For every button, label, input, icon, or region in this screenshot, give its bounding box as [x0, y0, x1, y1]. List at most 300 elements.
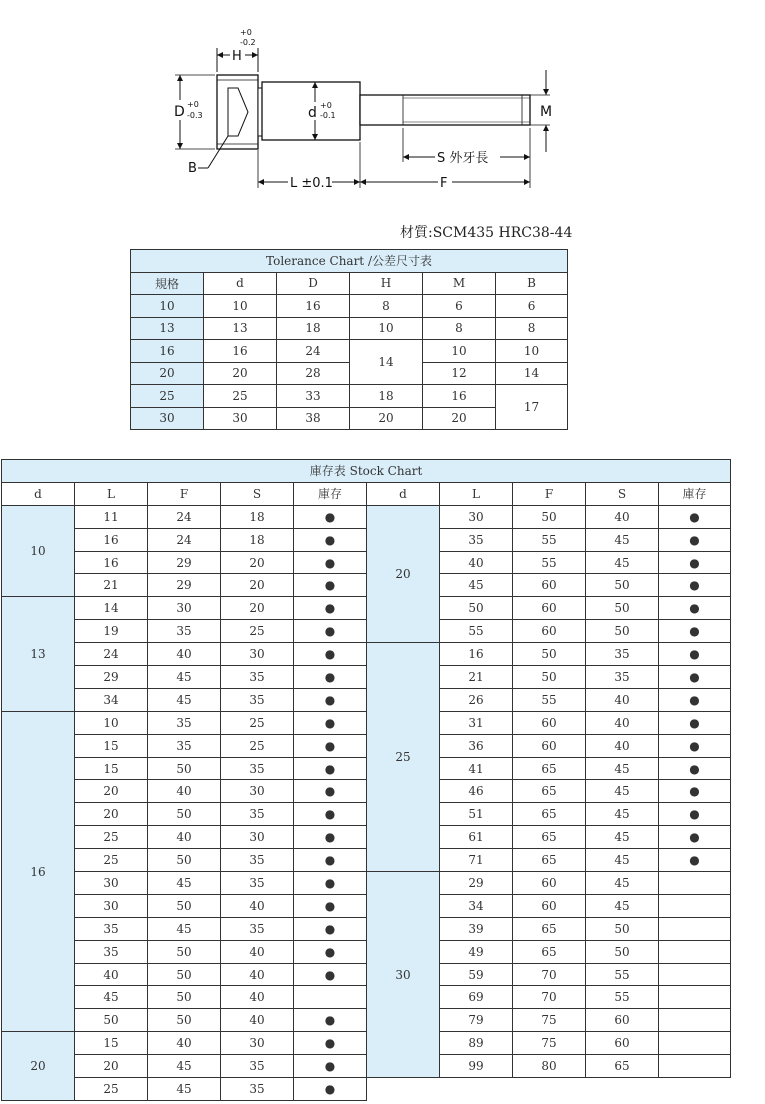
table-row — [2, 688, 731, 711]
table-cell: 71 — [440, 849, 513, 872]
label-S: S 外牙長 — [437, 151, 489, 166]
table-cell: 35 — [221, 666, 294, 689]
table-cell: 13 — [204, 317, 277, 340]
table-cell: 55 — [586, 986, 659, 1009]
stock-mark-cell: ● — [659, 505, 731, 528]
stock-mark-cell: ● — [294, 1009, 367, 1032]
bolt-dimension-diagram — [160, 20, 580, 195]
table-cell: 65 — [586, 1055, 659, 1078]
stock-header: L — [440, 482, 513, 505]
table-cell: 20 — [75, 1055, 148, 1078]
table-cell: 25 — [75, 826, 148, 849]
table-cell: 40 — [440, 551, 513, 574]
table-row — [2, 1055, 731, 1078]
tol-h-lower: -0.2 — [240, 38, 256, 47]
table-cell: 45 — [586, 826, 659, 849]
stock-mark-cell — [659, 917, 731, 940]
table-cell: 40 — [586, 711, 659, 734]
stock-mark-cell: ● — [294, 1055, 367, 1078]
table-cell: 10 — [75, 711, 148, 734]
table-cell: 20 — [221, 574, 294, 597]
stock-mark-cell: ● — [294, 826, 367, 849]
stock-mark-cell — [659, 1032, 731, 1055]
table-cell: 51 — [440, 803, 513, 826]
table-cell: 35 — [221, 1078, 294, 1101]
table-row — [2, 1078, 731, 1101]
stock-mark-cell: ● — [659, 711, 731, 734]
stock-mark-cell: ● — [659, 597, 731, 620]
stock-mark-cell: ● — [294, 872, 367, 895]
label-d: d — [308, 105, 317, 121]
diameter-group-cell: 25 — [367, 643, 440, 872]
table-cell: 40 — [221, 940, 294, 963]
tol-D-upper: +0 — [187, 100, 199, 109]
table-cell: 16 — [204, 340, 277, 363]
stock-mark-cell: ● — [659, 688, 731, 711]
table-row — [2, 643, 731, 666]
stock-mark-cell: ● — [294, 757, 367, 780]
table-cell: 50 — [586, 574, 659, 597]
table-cell: 60 — [513, 711, 586, 734]
table-cell: 60 — [513, 894, 586, 917]
table-row — [2, 940, 731, 963]
table-row — [2, 666, 731, 689]
table-cell: 31 — [440, 711, 513, 734]
table-cell: 35 — [221, 1055, 294, 1078]
table-cell: 35 — [221, 917, 294, 940]
stock-header: S — [221, 482, 294, 505]
table-cell: 61 — [440, 826, 513, 849]
table-cell: 50 — [148, 894, 221, 917]
diameter-group-cell: 13 — [2, 597, 75, 711]
table-row — [2, 528, 731, 551]
stock-mark-cell: ● — [294, 1078, 367, 1101]
table-cell: 29 — [148, 574, 221, 597]
stock-mark-cell: ● — [294, 505, 367, 528]
table-cell: 25 — [75, 1078, 148, 1101]
stock-mark-cell — [659, 894, 731, 917]
table-cell: 30 — [221, 643, 294, 666]
table-cell: 34 — [75, 688, 148, 711]
stock-mark-cell: ● — [294, 688, 367, 711]
table-cell: 8 — [423, 317, 496, 340]
table-cell: 99 — [440, 1055, 513, 1078]
table-row — [2, 780, 731, 803]
table-cell: 10 — [131, 295, 204, 318]
table-cell: 13 — [131, 317, 204, 340]
stock-mark-cell: ● — [659, 780, 731, 803]
table-row — [2, 711, 731, 734]
tolerance-header: B — [496, 272, 568, 295]
table-cell: 50 — [148, 963, 221, 986]
stock-mark-cell: ● — [294, 620, 367, 643]
table-cell: 45 — [586, 551, 659, 574]
table-cell: 33 — [277, 385, 350, 408]
table-row — [2, 849, 731, 872]
table-row — [2, 574, 731, 597]
table-cell: 20 — [204, 362, 277, 385]
stock-mark-cell: ● — [294, 917, 367, 940]
table-cell: 65 — [513, 780, 586, 803]
table-cell: 75 — [513, 1009, 586, 1032]
table-cell: 50 — [75, 1009, 148, 1032]
tolerance-table — [130, 249, 568, 430]
table-cell: 50 — [148, 757, 221, 780]
table-row — [131, 385, 568, 408]
table-cell: 65 — [513, 849, 586, 872]
label-F: F — [440, 176, 448, 191]
stock-header: L — [75, 482, 148, 505]
table-cell: 35 — [221, 803, 294, 826]
table-cell: 25 — [221, 734, 294, 757]
table-cell: 28 — [277, 362, 350, 385]
table-cell: 10 — [496, 340, 568, 363]
table-cell: 89 — [440, 1032, 513, 1055]
table-cell: 10 — [350, 317, 423, 340]
table-cell: 50 — [148, 849, 221, 872]
table-cell: 18 — [277, 317, 350, 340]
stock-mark-cell — [659, 963, 731, 986]
table-cell: 35 — [148, 734, 221, 757]
table-cell: 55 — [513, 551, 586, 574]
tolerance-header-row — [131, 272, 568, 295]
table-cell: 50 — [513, 666, 586, 689]
table-cell: 10 — [423, 340, 496, 363]
tolerance-header: H — [350, 272, 423, 295]
table-row — [2, 917, 731, 940]
table-cell: 60 — [513, 597, 586, 620]
tolerance-header: D — [277, 272, 350, 295]
stock-mark-cell: ● — [659, 666, 731, 689]
table-cell: 45 — [440, 574, 513, 597]
table-row — [2, 597, 731, 620]
table-cell: 35 — [221, 872, 294, 895]
table-cell: 10 — [204, 295, 277, 318]
stock-mark-cell — [659, 1009, 731, 1032]
stock-mark-cell: ● — [659, 734, 731, 757]
tolerance-header: d — [204, 272, 277, 295]
table-cell: 35 — [440, 528, 513, 551]
table-cell: 30 — [221, 826, 294, 849]
table-cell: 20 — [350, 407, 423, 430]
stock-mark-cell: ● — [659, 620, 731, 643]
table-cell: 16 — [277, 295, 350, 318]
table-cell: 20 — [423, 407, 496, 430]
diameter-group-cell: 16 — [2, 711, 75, 1031]
stock-body — [2, 505, 731, 1100]
table-row — [131, 340, 568, 363]
stock-mark-cell — [659, 940, 731, 963]
table-row — [2, 734, 731, 757]
table-cell: 55 — [513, 528, 586, 551]
table-cell: 35 — [75, 917, 148, 940]
table-cell: 45 — [586, 803, 659, 826]
table-cell: 26 — [440, 688, 513, 711]
stock-mark-cell: ● — [294, 574, 367, 597]
stock-mark-cell: ● — [659, 849, 731, 872]
stock-mark-cell: ● — [294, 528, 367, 551]
table-cell: 45 — [148, 666, 221, 689]
table-cell: 59 — [440, 963, 513, 986]
diameter-group-cell: 30 — [367, 872, 440, 1078]
table-cell: 50 — [586, 917, 659, 940]
table-cell: 55 — [440, 620, 513, 643]
stock-mark-cell: ● — [294, 551, 367, 574]
stock-mark-cell: ● — [294, 780, 367, 803]
table-cell: 25 — [221, 620, 294, 643]
table-cell: 40 — [586, 505, 659, 528]
table-cell: 49 — [440, 940, 513, 963]
table-cell: 40 — [75, 963, 148, 986]
table-row — [2, 963, 731, 986]
table-cell: 15 — [75, 734, 148, 757]
table-cell: 15 — [75, 757, 148, 780]
table-cell: 18 — [221, 505, 294, 528]
table-cell: 29 — [440, 872, 513, 895]
table-cell: 20 — [75, 803, 148, 826]
stock-header: d — [2, 482, 75, 505]
table-cell: 65 — [513, 917, 586, 940]
table-cell: 55 — [586, 963, 659, 986]
table-cell: 41 — [440, 757, 513, 780]
table-row — [131, 362, 568, 385]
stock-mark-cell — [659, 986, 731, 1009]
table-cell: 70 — [513, 986, 586, 1009]
table-cell: 15 — [75, 1032, 148, 1055]
table-cell: 50 — [148, 986, 221, 1009]
stock-mark-cell: ● — [659, 551, 731, 574]
stock-mark-cell: ● — [294, 711, 367, 734]
table-cell: 34 — [440, 894, 513, 917]
table-cell: 40 — [221, 894, 294, 917]
table-row — [2, 1009, 731, 1032]
table-cell: 35 — [221, 849, 294, 872]
stock-mark-cell: ● — [659, 643, 731, 666]
tolerance-header: M — [423, 272, 496, 295]
table-cell: 35 — [148, 620, 221, 643]
table-cell: 25 — [221, 711, 294, 734]
table-row — [2, 803, 731, 826]
table-cell: 65 — [513, 826, 586, 849]
table-cell: 14 — [75, 597, 148, 620]
table-cell: 45 — [586, 757, 659, 780]
table-cell: 24 — [75, 643, 148, 666]
table-cell: 45 — [148, 917, 221, 940]
diameter-group-cell: 10 — [2, 505, 75, 597]
stock-mark-cell: ● — [659, 826, 731, 849]
material-spec: 材質:SCM435 HRC38-44 — [400, 225, 573, 241]
table-cell: 40 — [221, 1009, 294, 1032]
table-cell: 20 — [221, 551, 294, 574]
table-cell: 16 — [131, 340, 204, 363]
table-cell: 11 — [75, 505, 148, 528]
table-cell: 35 — [148, 711, 221, 734]
table-cell: 45 — [148, 1055, 221, 1078]
table-cell: 70 — [513, 963, 586, 986]
table-cell: 38 — [277, 407, 350, 430]
stock-mark-cell — [659, 872, 731, 895]
tolerance-title: Tolerance Chart /公差尺寸表 — [131, 250, 568, 273]
table-cell: 45 — [586, 894, 659, 917]
stock-mark-cell: ● — [294, 963, 367, 986]
table-cell: 30 — [440, 505, 513, 528]
table-cell: 19 — [75, 620, 148, 643]
stock-table — [1, 459, 731, 1101]
table-cell: 21 — [440, 666, 513, 689]
stock-header: F — [513, 482, 586, 505]
stock-header: S — [586, 482, 659, 505]
table-cell: 24 — [148, 528, 221, 551]
stock-mark-cell: ● — [659, 528, 731, 551]
table-cell: 60 — [513, 734, 586, 757]
table-cell: 50 — [513, 505, 586, 528]
table-cell: 65 — [513, 803, 586, 826]
table-cell: 75 — [513, 1032, 586, 1055]
stock-mark-cell: ● — [294, 1032, 367, 1055]
stock-mark-cell: ● — [659, 574, 731, 597]
stock-mark-cell: ● — [294, 734, 367, 757]
table-cell: 35 — [75, 940, 148, 963]
table-cell: 16 — [440, 643, 513, 666]
table-cell: 50 — [586, 940, 659, 963]
table-cell: 46 — [440, 780, 513, 803]
table-cell: 30 — [75, 894, 148, 917]
table-cell: 45 — [586, 872, 659, 895]
stock-mark-cell: ● — [294, 849, 367, 872]
stock-mark-cell: ● — [659, 803, 731, 826]
table-cell: 17 — [496, 385, 568, 430]
table-cell: 35 — [221, 757, 294, 780]
table-cell: 30 — [221, 780, 294, 803]
table-cell: 40 — [148, 780, 221, 803]
table-cell: 50 — [586, 620, 659, 643]
table-cell: 40 — [221, 986, 294, 1009]
stock-header: 庫存 — [294, 482, 367, 505]
table-cell: 40 — [148, 1032, 221, 1055]
diameter-group-cell: 20 — [367, 505, 440, 642]
stock-mark-cell — [294, 986, 367, 1009]
tolerance-header: 規格 — [131, 272, 204, 295]
table-cell: 50 — [148, 803, 221, 826]
table-cell: 45 — [148, 688, 221, 711]
table-cell: 80 — [513, 1055, 586, 1078]
table-row — [2, 551, 731, 574]
table-cell: 35 — [221, 688, 294, 711]
table-cell: 25 — [131, 385, 204, 408]
table-row — [131, 295, 568, 318]
table-cell: 29 — [148, 551, 221, 574]
table-cell: 6 — [496, 295, 568, 318]
table-row — [2, 986, 731, 1009]
table-cell: 30 — [148, 597, 221, 620]
table-cell: 30 — [75, 872, 148, 895]
table-row — [131, 317, 568, 340]
tol-d-upper: +0 — [320, 101, 332, 110]
table-cell: 20 — [75, 780, 148, 803]
table-cell: 65 — [513, 940, 586, 963]
tol-h-upper: +0 — [240, 28, 252, 37]
stock-mark-cell: ● — [294, 940, 367, 963]
table-cell: 60 — [513, 620, 586, 643]
table-row — [2, 505, 731, 528]
table-cell: 60 — [513, 574, 586, 597]
table-cell: 8 — [496, 317, 568, 340]
table-cell: 35 — [586, 643, 659, 666]
table-cell: 16 — [75, 551, 148, 574]
table-row — [2, 826, 731, 849]
table-row — [2, 620, 731, 643]
table-cell: 50 — [513, 643, 586, 666]
table-cell: 20 — [131, 362, 204, 385]
table-cell: 20 — [221, 597, 294, 620]
table-row — [2, 1032, 731, 1055]
table-cell: 40 — [586, 688, 659, 711]
table-cell: 16 — [423, 385, 496, 408]
table-cell: 50 — [586, 597, 659, 620]
table-cell: 60 — [513, 872, 586, 895]
table-cell: 45 — [586, 528, 659, 551]
stock-mark-cell: ● — [294, 643, 367, 666]
table-cell: 45 — [586, 849, 659, 872]
stock-mark-cell — [659, 1055, 731, 1078]
table-cell: 35 — [586, 666, 659, 689]
table-cell: 60 — [586, 1009, 659, 1032]
stock-mark-cell: ● — [294, 597, 367, 620]
table-cell: 45 — [148, 1078, 221, 1101]
label-L: L ±0.1 — [290, 176, 333, 191]
table-cell: 24 — [277, 340, 350, 363]
table-cell: 39 — [440, 917, 513, 940]
table-cell: 79 — [440, 1009, 513, 1032]
table-cell: 14 — [350, 340, 423, 385]
table-cell: 65 — [513, 757, 586, 780]
table-row — [2, 894, 731, 917]
table-cell: 60 — [586, 1032, 659, 1055]
table-cell: 40 — [586, 734, 659, 757]
label-h: H — [232, 49, 242, 64]
table-cell: 25 — [204, 385, 277, 408]
table-cell: 30 — [131, 407, 204, 430]
stock-mark-cell: ● — [294, 803, 367, 826]
stock-mark-cell: ● — [659, 757, 731, 780]
table-cell: 8 — [350, 295, 423, 318]
table-cell: 12 — [423, 362, 496, 385]
stock-header: 庫存 — [659, 482, 731, 505]
table-cell: 40 — [221, 963, 294, 986]
table-cell: 21 — [75, 574, 148, 597]
table-cell: 50 — [148, 1009, 221, 1032]
table-cell: 50 — [440, 597, 513, 620]
table-row — [2, 757, 731, 780]
stock-header: d — [367, 482, 440, 505]
table-cell: 25 — [75, 849, 148, 872]
table-cell: 45 — [75, 986, 148, 1009]
tol-D-lower: -0.3 — [187, 111, 203, 120]
table-cell: 14 — [496, 362, 568, 385]
table-cell: 40 — [148, 826, 221, 849]
diameter-group-cell: 20 — [2, 1032, 75, 1101]
table-cell: 30 — [221, 1032, 294, 1055]
table-cell: 24 — [148, 505, 221, 528]
table-row — [2, 872, 731, 895]
table-cell: 6 — [423, 295, 496, 318]
stock-title: 庫存表 Stock Chart — [2, 460, 731, 483]
table-cell: 18 — [221, 528, 294, 551]
label-M: M — [540, 104, 553, 120]
table-cell: 50 — [148, 940, 221, 963]
table-cell: 45 — [148, 872, 221, 895]
table-cell: 40 — [148, 643, 221, 666]
